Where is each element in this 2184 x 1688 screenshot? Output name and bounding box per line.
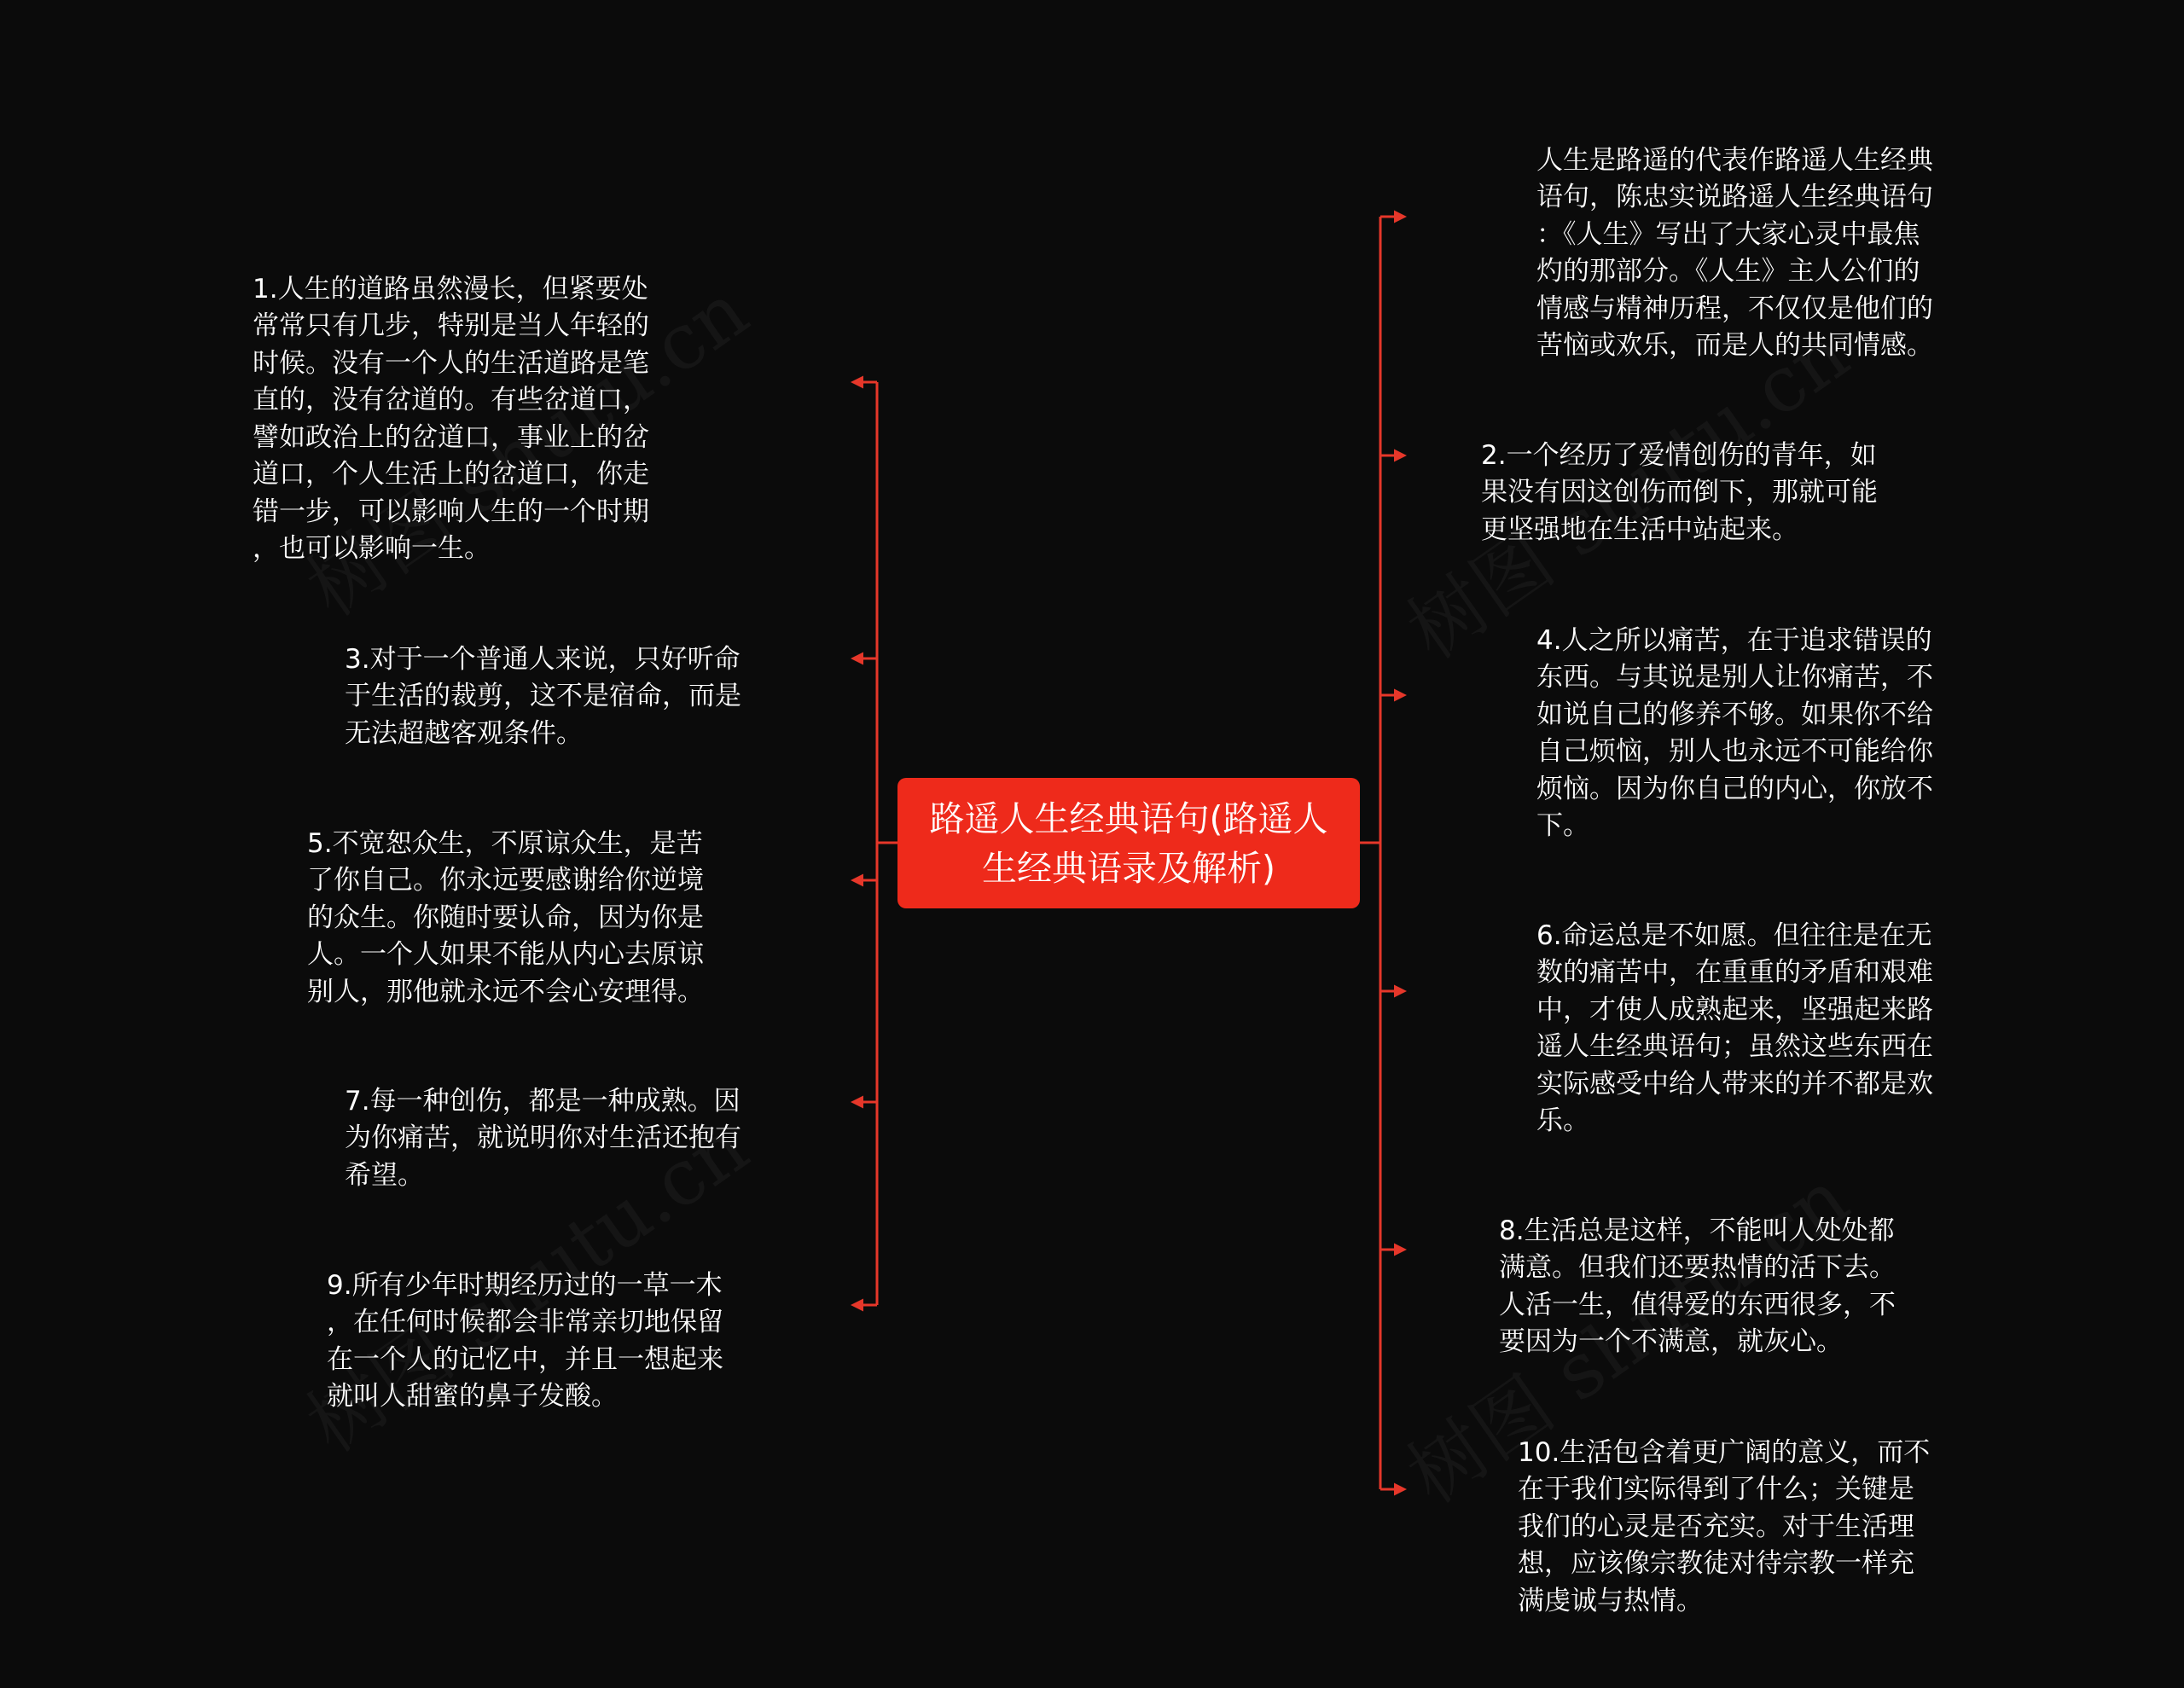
branch-right-5[interactable] <box>1499 1175 1943 1361</box>
branch-left-4[interactable] <box>345 1046 788 1194</box>
branch-text: 6.命运总是不如愿。但往往是在无 数的痛苦中，在重重的矛盾和艰难 中，才使人成熟起来，坚强起来路 遥人生经典语句；虽然这些东西在 实际感受中给人带来的并不都是欢 乐。 <box>1536 919 1933 1136</box>
root-topic-label: 路遥人生经典语句(路遥人 生经典语录及解析) <box>929 798 1328 889</box>
branch-right-6[interactable] <box>1518 1397 1961 1620</box>
branch-text: 9.所有少年时期经历过的一草一木 ，在任何时候都会非常亲切地保留 在一个人的记忆中，并且一想起来 就叫人甜蜜的鼻子发酸。 <box>327 1269 723 1412</box>
branch-left-5[interactable] <box>327 1230 770 1416</box>
branch-right-3[interactable] <box>1536 585 1980 845</box>
branch-text: 8.生活总是这样，不能叫人处处都 满意。但我们还要热情的活下去。 人活一生，值得爱的东西很多，不 要因为一个不满意，就灰心。 <box>1499 1215 1896 1357</box>
branch-left-3[interactable] <box>307 788 751 1011</box>
branch-right-4[interactable] <box>1536 880 1980 1140</box>
branch-left-2[interactable] <box>345 604 788 752</box>
branch-right-2[interactable] <box>1481 400 1925 548</box>
branch-left-1[interactable] <box>253 234 696 568</box>
branch-text: 1.人生的道路虽然漫长，但紧要处 常常只有几步，特别是当人年轻的 时候。没有一个人的生活道路是笔 直的，没有岔道的。有些岔道口， 譬如政治上的岔道口，事业上的岔 道口，个人生活上的岔道口，你走 错一步，可以影响人生的一个时期 ，也可以影响一生。 <box>253 273 649 564</box>
branch-right-1[interactable] <box>1536 105 1980 365</box>
branch-text: 4.人之所以痛苦，在于追求错误的 东西。与其说是别人让你痛苦，不 如说自己的修养不够。如果你不给 自己烦恼，别人也永远不可能给你 烦恼。因为你自己的内心，你放不 下。 <box>1536 624 1933 841</box>
branch-text: 7.每一种创伤，都是一种成熟。因 为你痛苦，就说明你对生活还抱有 希望。 <box>345 1085 741 1191</box>
branch-text: 3.对于一个普通人来说，只好听命 于生活的裁剪，这不是宿命，而是 无法超越客观条件。 <box>345 643 741 749</box>
branch-text: 5.不宽恕众生，不原谅众生，是苦 了你自己。你永远要感谢给你逆境 的众生。你随时要认命，因为你是 人。一个人如果不能从内心去原谅 别人，那他就永远不会心安理得。 <box>307 827 704 1007</box>
root-topic[interactable] <box>897 778 1360 908</box>
branch-text: 2.一个经历了爱情创伤的青年，如 果没有因这创伤而倒下，那就可能 更坚强地在生活中站起来。 <box>1481 439 1878 545</box>
branch-text: 人生是路遥的代表作路遥人生经典 语句，陈忠实说路遥人生经典语句 ：《人生》写出了大家心灵中最焦 灼的那部分。《人生》主人公们的 情感与精神历程，不仅仅是他们的 苦恼或欢乐，而是人的共同情感。 <box>1536 144 1933 361</box>
branch-text: 10.生活包含着更广阔的意义，而不 在于我们实际得到了什么；关键是 我们的心灵是否充实。对于生活理 想，应该像宗教徒对待宗教一样充 满虔诚与热情。 <box>1518 1436 1931 1616</box>
